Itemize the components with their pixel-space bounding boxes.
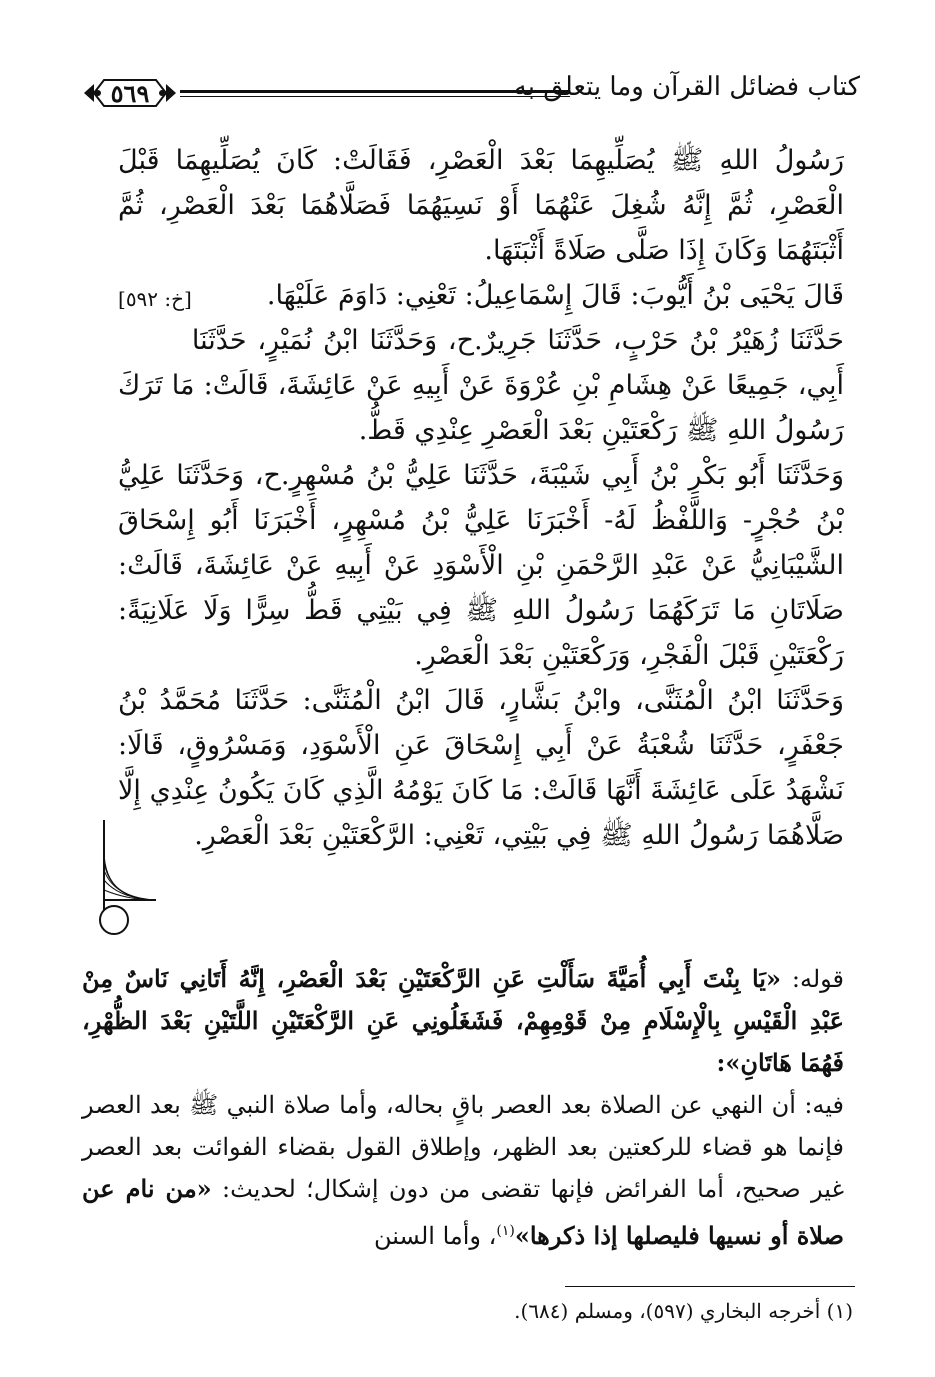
commentary-text	[82, 958, 844, 1257]
footnote-rule	[565, 1286, 855, 1287]
header-rule	[180, 90, 570, 97]
quoted-hadith: «يَا بِنْتَ أَبِي أُمَيَّةَ سَأَلْتِ عَنِ الرَّكْعَتَيْنِ بَعْدَ الْعَصْرِ، إِنَّهُ أَتَانِي نَاسٌ مِنْ عَبْدِ الْقَيْسِ بِالْإِسْلَامِ مِنْ قَوْمِهِمْ، فَشَغَلُونِي عَنِ الرَّكْعَتَيْنِ اللَّتَيْنِ بَعْدَ الظُّهْرِ، فَهُمَا هَاتَانِ»:	[82, 964, 844, 1077]
footnote-marker[interactable]: (١)	[496, 1223, 515, 1239]
hadith-paragraph: وَحَدَّثَنَا ابْنُ الْمُثَنَّى، وابْنُ بَشَّارٍ، قَالَ ابْنُ الْمُثَنَّى: حَدَّثَنَا مُحَمَّدُ بْنُ جَعْفَرٍ، حَدَّثَنَا شُعْبَةُ عَنْ أَبِي إِسْحَاقَ عَنِ الْأَسْوَدِ، وَمَسْرُوقٍ، قَالَا: نَشْهَدُ عَلَى عَائِشَةَ أَنَّهَا قَالَتْ: مَا كَانَ يَوْمُهُ الَّذِي كَانَ يَكُونُ عِنْدِي إِلَّا صَلَّاهُمَا رَسُولُ اللهِ ﷺ فِي بَيْتِي، تَعْنِي: الرَّكْعَتَيْنِ بَعْدَ الْعَصْرِ.	[118, 685, 844, 851]
bukhari-reference: [خ: ٥٩٢]	[118, 287, 192, 311]
hadith-paragraph: وَحَدَّثَنَا أَبُو بَكْرِ بْنُ أَبِي شَيْبَةَ، حَدَّثَنَا عَلِيُّ بْنُ مُسْهِرٍ.ح، وَحَدَّثَنَا عَلِيُّ بْنُ حُجْرٍ- وَاللَّفْظُ لَهُ- أَخْبَرَنَا عَلِيُّ بْنُ مُسْهِرٍ، أَخْبَرَنَا أَبُو إِسْحَاقَ الشَّيْبَانِيُّ عَنْ عَبْدِ الرَّحْمَنِ بْنِ الْأَسْوَدِ عَنْ أَبِيهِ عَنْ عَائِشَةَ، قَالَتْ: صَلَاتَانِ مَا تَرَكَهُمَا رَسُولُ اللهِ ﷺ فِي بَيْتِي قَطُّ سِرًّا وَلَا عَلَانِيَةً: رَكْعَتَيْنِ قَبْلَ الْفَجْرِ، وَرَكْعَتَيْنِ بَعْدَ الْعَصْرِ.	[118, 460, 844, 671]
hadith-line: قَالَ يَحْيَى بْنُ أَيُّوبَ: قَالَ إِسْمَاعِيلُ: تَعْنِي: دَاوَمَ عَلَيْهَا.	[266, 280, 844, 311]
commentary-paragraph	[82, 1084, 844, 1257]
hadith-paragraph: حَدَّثَنَا زُهَيْرُ بْنُ حَرْبٍ، حَدَّثَنَا جَرِيرٌ.ح، وَحَدَّثَنَا ابْنُ نُمَيْرٍ، حَدَّثَنَا أَبِي، جَمِيعًا عَنْ هِشَامِ بْنِ عُرْوَةَ عَنْ أَبِيهِ عَنْ عَائِشَةَ، قَالَتْ: مَا تَرَكَ رَسُولُ اللهِ ﷺ رَكْعَتَيْنِ بَعْدَ الْعَصْرِ عِنْدِي قَطُّ.	[118, 325, 844, 446]
hadith-paragraph: رَسُولُ اللهِ ﷺ يُصَلِّيهِمَا بَعْدَ الْعَصْرِ، فَقَالَتْ: كَانَ يُصَلِّيهِمَا قَبْلَ الْعَصْرِ، ثُمَّ إِنَّهُ شُغِلَ عَنْهُمَا أَوْ نَسِيَهُمَا فَصَلَّاهُمَا بَعْدَ الْعَصْرِ، ثُمَّ أَثْبَتَهُمَا وَكَانَ إِذَا صَلَّى صَلَاةً أَثْبَتَهَا.	[118, 145, 844, 266]
page-header	[80, 72, 860, 122]
commentary-body: فيه: أن النهي عن الصلاة بعد العصر باقٍ بحاله، وأما صلاة النبي ﷺ بعد العصر فإنما هو قضاء للركعتين بعد الظهر، وإطلاق القول بقضاء الفوائت بعد العصر غير صحيح، أما الفرائض فإنها تقضى من دون إشكال؛ لحديث:	[82, 1091, 845, 1203]
page-number: ٥٦٩	[110, 78, 150, 108]
corner-ornament-icon	[98, 820, 158, 938]
commentary-tail: ، وأما السنن	[374, 1222, 497, 1250]
quoted-hadith-2: «من نام عن صلاة أو نسيها فليصلها إذا ذكرها»	[82, 1174, 844, 1250]
hadith-text	[118, 138, 844, 858]
page-number-frame	[80, 72, 180, 114]
commentary-lead: قوله:	[780, 965, 844, 993]
footnote: (١) أخرجه البخاري (٥٩٧)، ومسلم (٦٨٤).	[514, 1299, 853, 1323]
running-title: كتاب فضائل القرآن وما يتعلق به	[513, 72, 860, 102]
hadith-paragraph	[118, 273, 844, 318]
commentary-paragraph	[82, 958, 844, 1084]
